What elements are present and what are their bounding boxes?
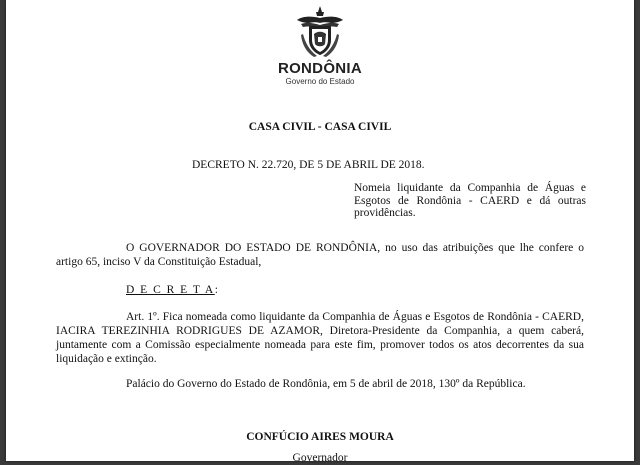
- article-1-paragraph: Art. 1º. Fica nomeada como liquidante da Companhia de Águas e Esgotos de Rondônia - CAERD, IACIRA TEREZINHIA RODRIGUES DE AZAMOR, Diretora-Presidente da Companhia, a quem caberá, juntamente com a Comissão especialmente nomeada para este fim, promover todos os atos decorrentes da sua liquidação e extinção.: [56, 311, 584, 365]
- decree-summary: Nomeia liquidante da Companhia de Águas e Esgotos de Rondônia - CAERD e dá outras providências.: [354, 182, 586, 219]
- section-heading: CASA CIVIL - CASA CIVIL: [248, 121, 392, 133]
- document-page: [6, 0, 634, 464]
- preamble-paragraph: O GOVERNADOR DO ESTADO DE RONDÔNIA, no uso das atribuições que lhe confere o artigo 65, inciso V da Constituição Estadual,: [56, 242, 584, 268]
- logo-government-label: Governo do Estado: [285, 77, 355, 86]
- logo-state-name: RONDÔNIA: [277, 60, 363, 77]
- government-logo: [6, 4, 634, 87]
- signatory-role: Governador: [292, 452, 348, 464]
- closing-paragraph: Palácio do Governo do Estado de Rondônia, em 5 de abril de 2018, 130º da República.: [126, 378, 526, 390]
- decree-title: DECRETO N. 22.720, DE 5 DE ABRIL DE 2018.: [192, 159, 425, 171]
- decreta-word: D E C R E T A: [126, 284, 215, 296]
- state-seal-icon: [289, 4, 351, 60]
- decreta-colon: :: [214, 284, 220, 296]
- signatory-name: CONFÚCIO AIRES MOURA: [246, 431, 394, 443]
- decreta-line: [126, 283, 219, 297]
